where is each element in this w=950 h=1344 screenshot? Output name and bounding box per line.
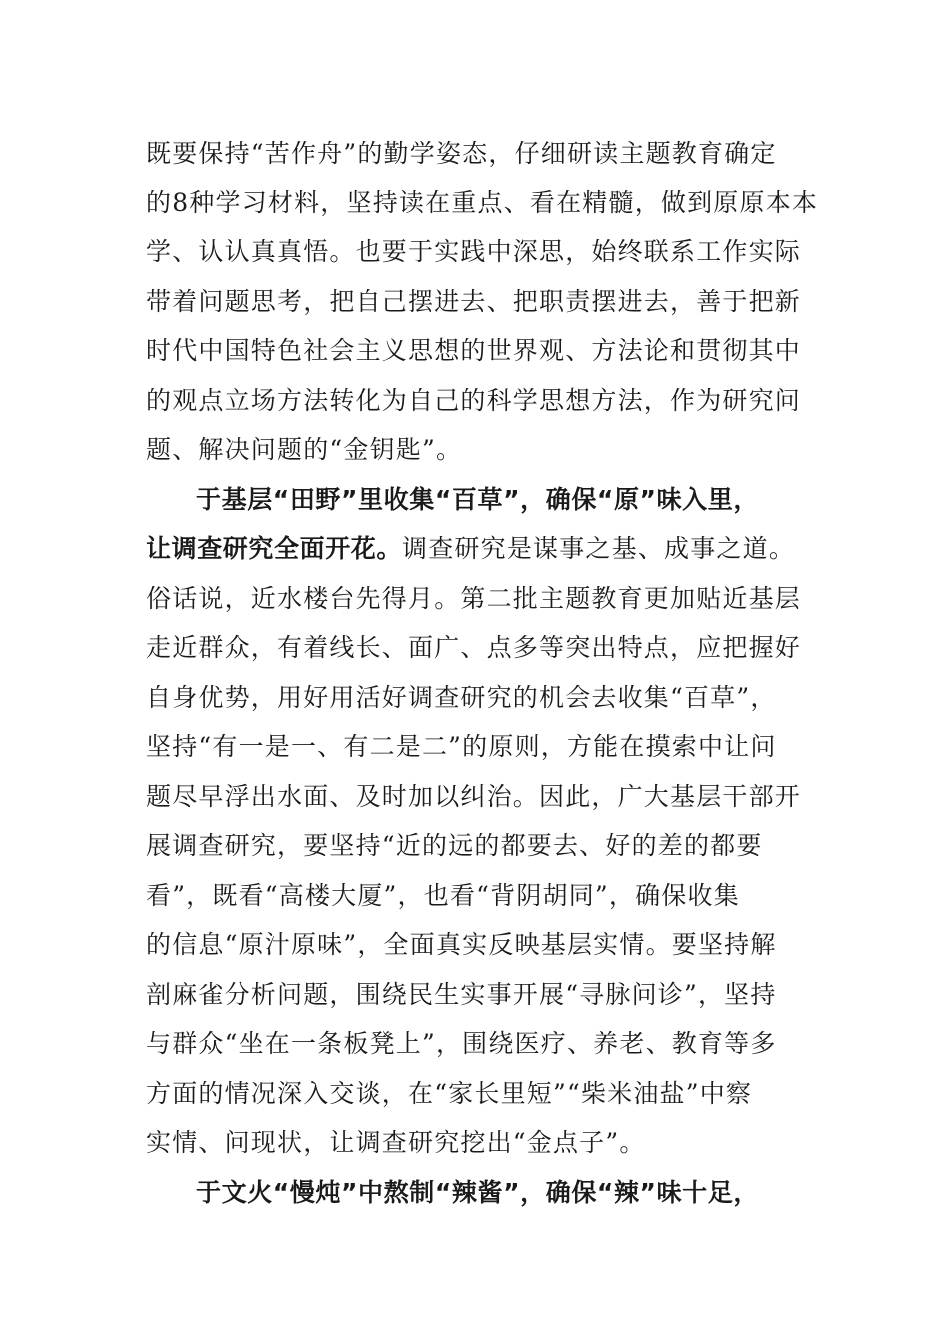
body-text-line: 自身优势，用好用活好调查研究的机会去收集“百草”， [146, 683, 777, 712]
body-text-line: 题尽早浮出水面、及时加以纠治。因此，广大基层干部开 [146, 782, 802, 811]
body-text-line: 的8种学习材料，坚持读在重点、看在精髓，做到原原本本 [146, 188, 819, 217]
body-text-line: 的信息“原汁原味”，全面真实反映基层实情。要坚持解 [146, 930, 777, 959]
section-heading: 于基层“田野”里收集“百草”，确保“原”味入里， [196, 485, 759, 514]
body-text-line: 带着问题思考，把自己摆进去、把职责摆进去，善于把新 [146, 287, 802, 316]
body-text-line: 题、解决问题的“金钥匙”。 [146, 435, 463, 464]
body-text-line: 与群众“坐在一条板凳上”，围绕医疗、养老、教育等多 [146, 1029, 777, 1058]
body-text-inline: 调查研究是谋事之基、成事之道。 [402, 534, 796, 563]
body-text-line: 剖麻雀分析问题，围绕民生实事开展“寻脉问诊”，坚持 [146, 980, 777, 1009]
body-text-line: 看”，既看“高楼大厦”，也看“背阴胡同”，确保收集 [146, 881, 740, 910]
section-heading: 于文火“慢炖”中熬制“辣酱”，确保“辣”味十足， [196, 1178, 759, 1207]
body-text-line: 时代中国特色社会主义思想的世界观、方法论和贯彻其中 [146, 336, 802, 365]
body-text-line: 走近群众，有着线长、面广、点多等突出特点，应把握好 [146, 633, 802, 662]
body-text-line: 学、认认真真悟。也要于实践中深思，始终联系工作实际 [146, 237, 802, 266]
body-text-line: 实情、问现状，让调查研究挖出“金点子”。 [146, 1128, 646, 1157]
body-text-line: 展调查研究，要坚持“近的远的都要去、好的差的都要 [146, 831, 763, 860]
body-text-line: 的观点立场方法转化为自己的科学思想方法，作为研究问 [146, 386, 802, 415]
body-text-line: 既要保持“苦作舟”的勤学姿态，仔细研读主题教育确定 [146, 139, 777, 168]
body-text-line: 坚持“有一是一、有二是二”的原则，方能在摸索中让问 [146, 732, 777, 761]
body-text-line: 方面的情况深入交谈，在“家长里短”“柴米油盐”中察 [146, 1079, 753, 1108]
body-text-line: 俗话说，近水楼台先得月。第二批主题教育更加贴近基层 [146, 584, 802, 613]
body-text-line [146, 533, 826, 565]
section-heading-continuation: 让调查研究全面开花。 [146, 534, 403, 563]
